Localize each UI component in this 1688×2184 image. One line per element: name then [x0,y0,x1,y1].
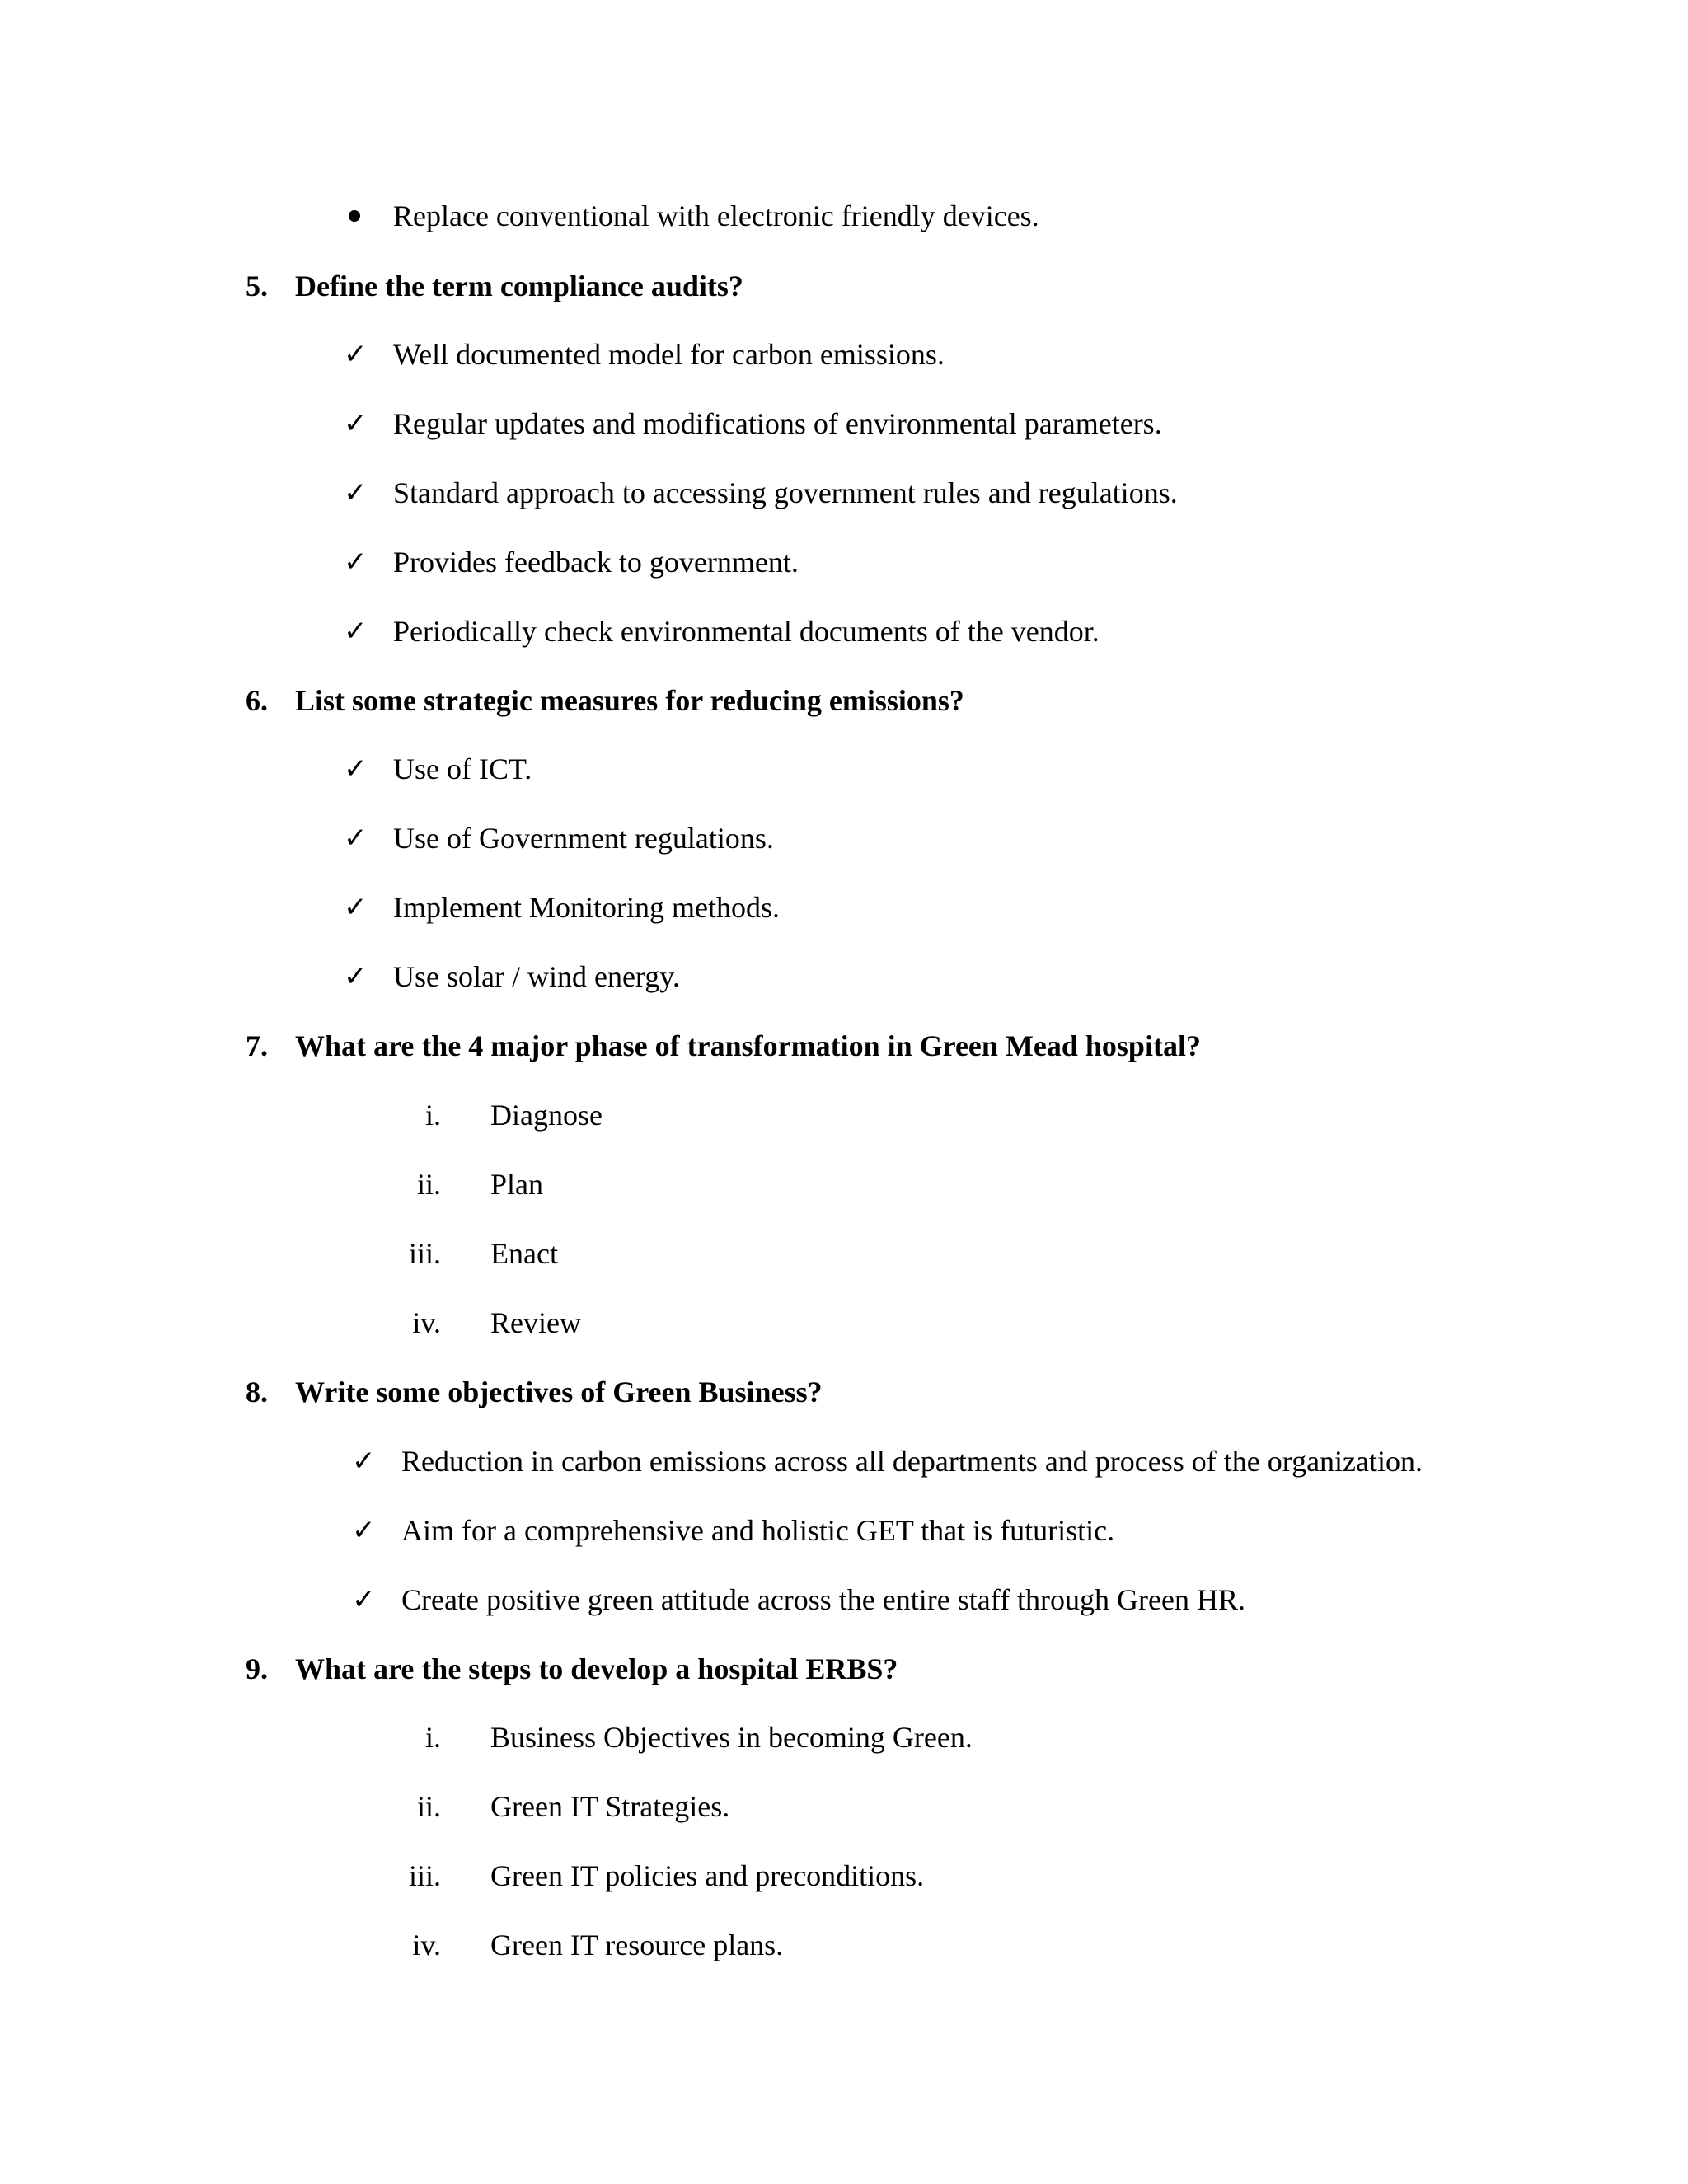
intro-bullet-text: Replace conventional with electronic friendly devices. [393,199,1039,232]
q5-item-5: Periodically check environmental documents of the vendor. [393,615,1100,648]
question-5-number: 5. [246,269,268,302]
question-9-text: What are the steps to develop a hospital ERBS? [295,1652,898,1685]
check-icon: ✓ [344,476,368,509]
roman-marker: iv. [412,1929,441,1961]
q6-item-3: Implement Monitoring methods. [393,891,780,924]
question-7-number: 7. [246,1029,268,1062]
check-icon: ✓ [352,1445,376,1478]
q8-item-2: Aim for a comprehensive and holistic GET that is futuristic. [401,1514,1115,1547]
check-icon: ✓ [344,407,368,440]
q7-item-4: Review [490,1306,581,1339]
q9-item-1: Business Objectives in becoming Green. [490,1721,973,1754]
q9-item-2: Green IT Strategies. [490,1790,730,1823]
q5-item-2: Regular updates and modifications of environmental parameters. [393,407,1162,440]
check-icon: ✓ [344,615,368,648]
question-7-text: What are the 4 major phase of transformation in Green Mead hospital? [295,1029,1201,1062]
check-icon: ✓ [344,822,368,855]
question-6-text: List some strategic measures for reducing emissions? [295,684,964,717]
question-8-text: Write some objectives of Green Business? [295,1376,823,1408]
check-icon: ✓ [344,752,368,785]
q5-item-3: Standard approach to accessing government rules and regulations. [393,476,1178,509]
q5-item-4: Provides feedback to government. [393,546,799,579]
check-icon: ✓ [344,891,368,924]
q6-item-4: Use solar / wind energy. [393,960,680,993]
q8-item-1: Reduction in carbon emissions across all departments and process of the organization. [401,1445,1423,1478]
bullet-dot-icon [349,210,360,222]
roman-marker: iv. [412,1306,441,1339]
check-icon: ✓ [352,1514,376,1547]
q9-item-3: Green IT policies and preconditions. [490,1859,925,1892]
q7-item-1: Diagnose [490,1099,603,1132]
roman-marker: ii. [416,1168,441,1201]
q9-item-4: Green IT resource plans. [490,1929,784,1961]
check-icon: ✓ [352,1583,376,1616]
roman-marker: iii. [408,1859,441,1892]
q5-item-1: Well documented model for carbon emissions. [393,338,945,371]
roman-marker: i. [424,1721,441,1754]
question-5-text: Define the term compliance audits? [295,269,743,302]
q8-item-3: Create positive green attitude across the entire staff through Green HR. [401,1583,1245,1616]
check-icon: ✓ [344,338,368,371]
check-icon: ✓ [344,546,368,579]
question-9-number: 9. [246,1652,268,1685]
q7-item-3: Enact [490,1237,558,1270]
q6-item-2: Use of Government regulations. [393,822,774,855]
q7-item-2: Plan [490,1168,544,1201]
question-6-number: 6. [246,684,268,717]
question-8-number: 8. [246,1376,268,1408]
check-icon: ✓ [344,960,368,993]
q6-item-1: Use of ICT. [393,752,532,785]
roman-marker: ii. [416,1790,441,1823]
roman-marker: iii. [408,1237,441,1270]
roman-marker: i. [424,1099,441,1132]
